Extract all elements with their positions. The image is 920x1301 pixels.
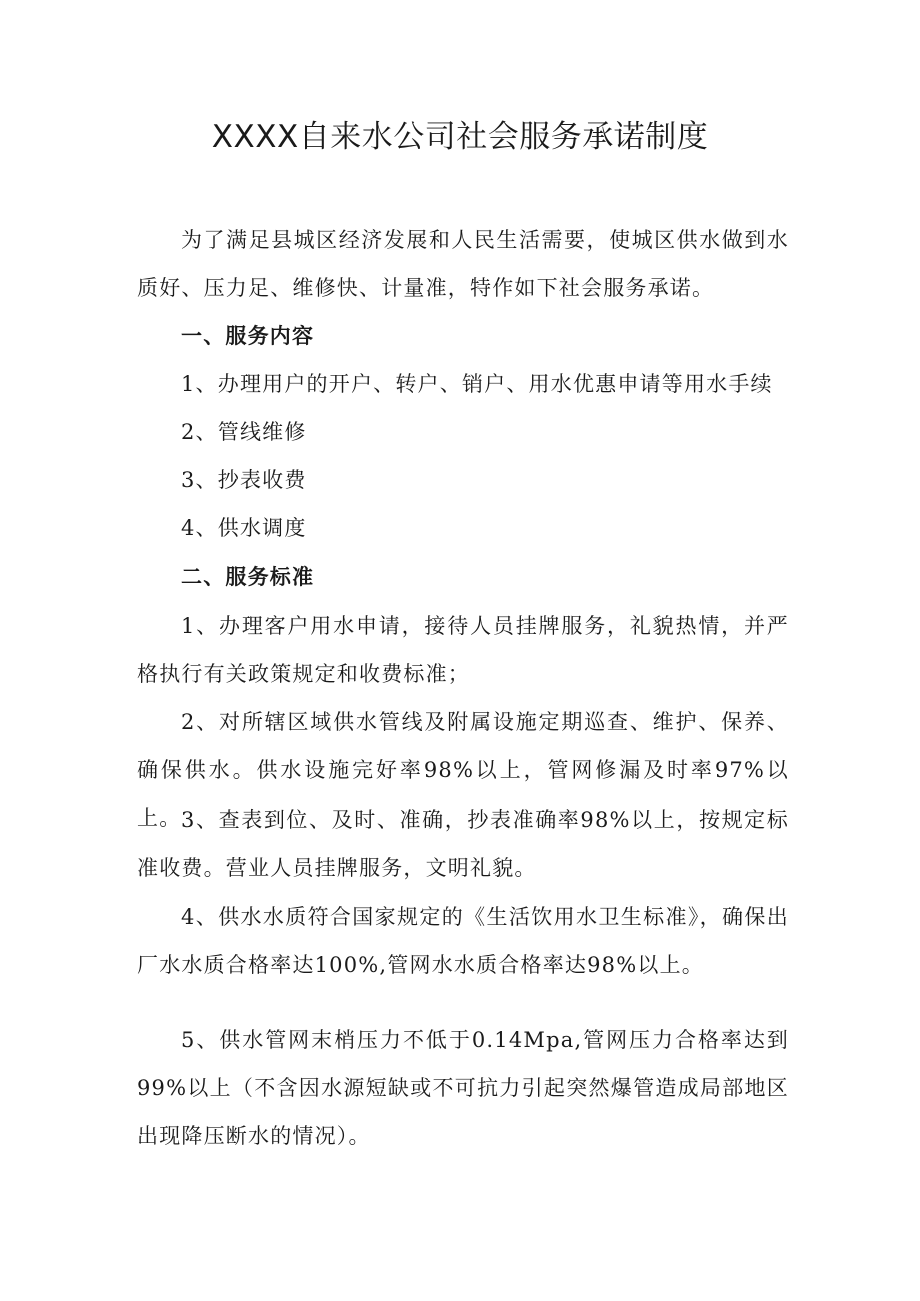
section-heading-service-content: 一、服务内容 xyxy=(181,324,315,348)
intro-paragraph: 为了满足县城区经济发展和人民生活需要，使城区供水做到水质好、压力足、维修快、计量准，特作如下社会服务承诺。 xyxy=(137,228,789,300)
list-item: 2、管线维修 xyxy=(181,420,307,444)
list-item: 4、供水调度 xyxy=(181,516,307,540)
list-item: 1、办理用户的开户、转户、销户、用水优惠申请等用水手续 xyxy=(181,372,773,396)
list-item: 3、查表到位、及时、准确，抄表准确率98%以上，按规定标准收费。营业人员挂牌服务，文明礼貌。 xyxy=(137,808,789,880)
section-heading-service-standard: 二、服务标准 xyxy=(181,565,315,589)
list-item: 5、供水管网末梢压力不低于0.14Mpa,管网压力合格率达到99%以上（不含因水源短缺或不可抗力引起突然爆管造成局部地区出现降压断水的情况）。 xyxy=(137,1028,789,1148)
list-item: 4、供水水质符合国家规定的《生活饮用水卫生标准》，确保出厂水水质合格率达100%,管网水水质合格率达98%以上。 xyxy=(137,905,789,977)
list-item: 2、对所辖区域供水管线及附属设施定期巡查、维护、保养、确保供水。供水设施完好率98%以上，管网修漏及时率97%以上。 xyxy=(137,710,789,830)
list-item: 3、抄表收费 xyxy=(181,468,307,492)
list-item: 1、办理客户用水申请，接待人员挂牌服务，礼貌热情，并严格执行有关政策规定和收费标准； xyxy=(137,614,789,686)
document-title: XXXX自来水公司社会服务承诺制度 xyxy=(211,119,709,155)
